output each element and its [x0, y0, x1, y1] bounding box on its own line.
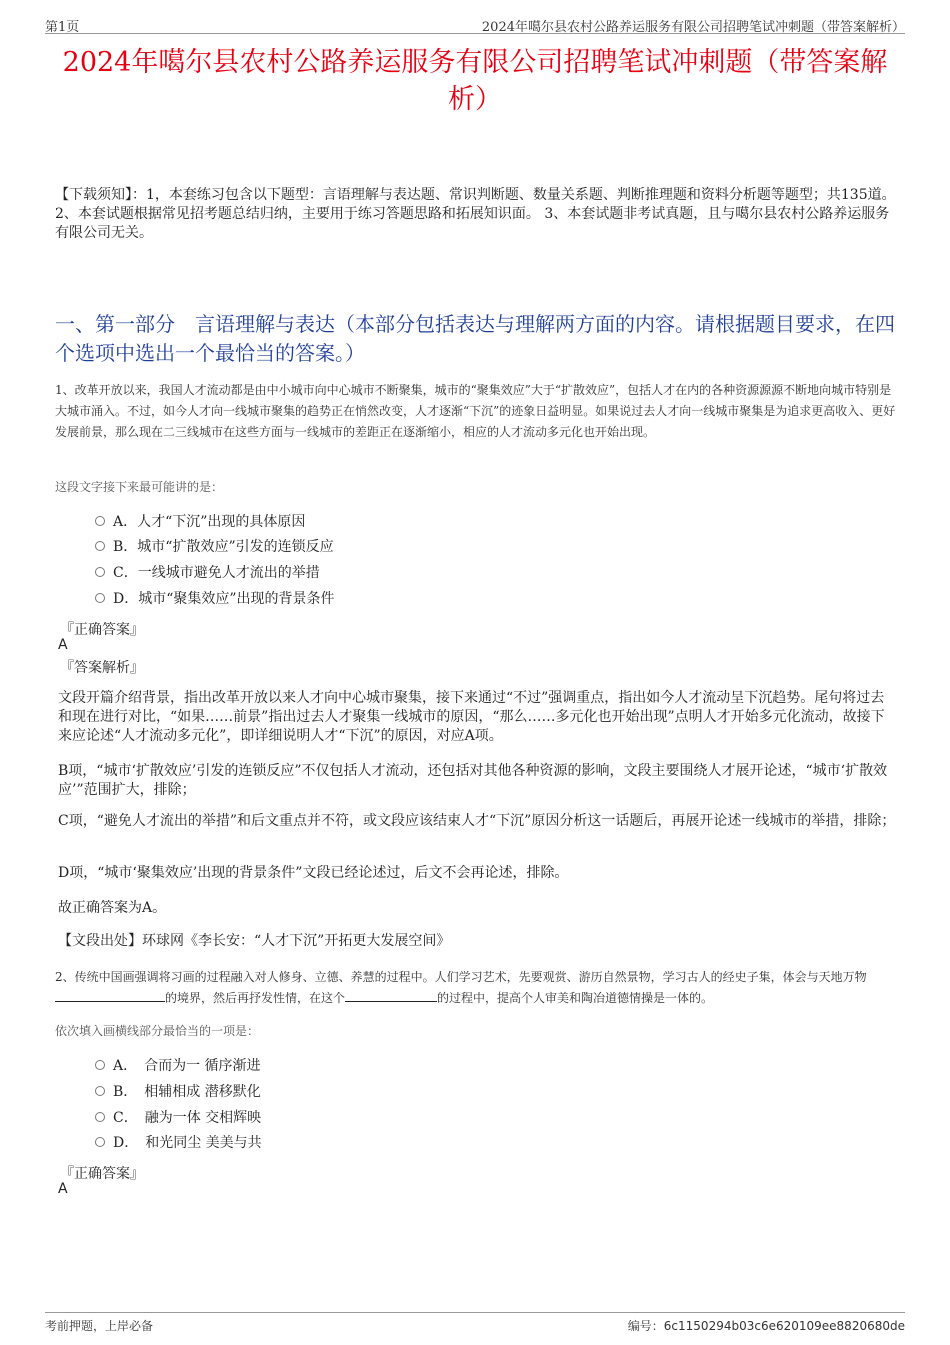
q2-answer-label: 『正确答案』 [60, 1166, 144, 1182]
radio-icon[interactable] [95, 1086, 105, 1096]
page-header [45, 14, 905, 34]
q1-answer: A [58, 637, 68, 653]
q1-option-d[interactable]: D．城市“聚集效应”出现的背景条件 [95, 589, 335, 609]
question-2-stem: 2、传统中国画强调将习画的过程融入对人修身、立德、养慧的过程中。人们学习艺术，先要观赏、游历自然景物，学习古人的经史子集，体会与天地万物的境界，然后再抒发性情，在这个 的过程中，提高个人审美和陶冶道德情操是一体的。 [55, 970, 867, 1005]
q1-analysis-paragraph: D项，“城市‘聚集效应’出现的背景条件”文段已经论述过，后文不会再论述，排除。 [58, 865, 569, 881]
question-1-stem: 1、改革开放以来，我国人才流动都是由中小城市向中心城市不断聚集，城市的“聚集效应”大于“扩散效应”，包括人才在内的各种资源源源不断地向城市特别是大城市涌入。不过，如今人才向一线城市聚集的趋势正在悄然改变，人才逐渐“下沉”的迹象日益明显。如果说过去人才向一线城市聚集是为追求更高收入、更好发展前景，那么现在二三线城市在这些方面与一线城市的差距正在逐渐缩小，相应的人才流动多元化也开始出现。 [55, 383, 896, 439]
radio-icon[interactable] [95, 1060, 105, 1070]
radio-icon[interactable] [95, 516, 105, 526]
footer-slogan: 考前押题，上岸必备 [45, 1319, 154, 1333]
fill-blank-1[interactable] [55, 990, 165, 1002]
page-number: 第1页 [45, 20, 80, 35]
page-footer [45, 1312, 905, 1336]
q1-analysis-paragraph: C项，“避免人才流出的举措”和后文重点并不符，或文段应该结束人才“下沉”原因分析这一话题后，再展开论述一线城市的举措，排除； [58, 813, 896, 829]
q1-analysis-label: 『答案解析』 [60, 660, 144, 676]
q2-option-c[interactable]: C． 融为一体 交相辉映 [95, 1108, 261, 1128]
q1-option-a[interactable]: A．人才“下沉”出现的具体原因 [95, 512, 305, 532]
q1-option-b[interactable]: B．城市“扩散效应”引发的连锁反应 [95, 537, 334, 557]
download-notice: 【下载须知】：1，本套练习包含以下题型：言语理解与表达题、常识判断题、数量关系题、判断推理题和资料分析题等题型；共135道。 2、本套试题根据常见招考题总结归纳，主要用于练习答题思路和拓展知识面。 3、本套试题非考试真题，且与噶尔县农村公路养运服务有限公司无关。 [55, 187, 896, 241]
radio-icon[interactable] [95, 567, 105, 577]
radio-icon[interactable] [95, 541, 105, 551]
footer-code: 编号：6c1150294b03c6e620109ee8820680de [627, 1319, 905, 1333]
q2-answer: A [58, 1181, 68, 1197]
document-title: 2024年噶尔县农村公路养运服务有限公司招聘笔试冲刺题（带答案解析） [62, 47, 888, 115]
radio-icon[interactable] [95, 593, 105, 603]
section-title: 一、第一部分 言语理解与表达（本部分包括表达与理解两方面的内容。请根据题目要求，在四个选项中选出一个最恰当的答案。） [55, 312, 895, 365]
q1-analysis-paragraph: 故正确答案为A。 [58, 900, 167, 916]
q1-analysis-paragraph: B项，“城市‘扩散效应’引发的连锁反应”不仅包括人才流动，还包括对其他各种资源的影响，文段主要围绕人才展开论述，“城市‘扩散效应’”范围扩大，排除； [58, 763, 888, 798]
q2-option-b[interactable]: B． 相辅相成 潜移默化 [95, 1082, 261, 1102]
q1-source: 【文段出处】环球网《李长安：“人才下沉”开拓更大发展空间》 [58, 933, 451, 949]
fill-blank-2[interactable] [345, 990, 437, 1002]
q1-option-c[interactable]: C．一线城市避免人才流出的举措 [95, 563, 320, 583]
radio-icon[interactable] [95, 1137, 105, 1147]
question-2-ask: 依次填入画横线部分最恰当的一项是： [55, 1024, 260, 1038]
q2-option-a[interactable]: A． 合而为一 循序渐进 [95, 1056, 261, 1076]
radio-icon[interactable] [95, 1112, 105, 1122]
q2-option-d[interactable]: D． 和光同尘 美美与共 [95, 1133, 262, 1153]
question-1-ask: 这段文字接下来最可能讲的是： [55, 480, 224, 494]
header-doc-title: 2024年噶尔县农村公路养运服务有限公司招聘笔试冲刺题（带答案解析） [481, 20, 905, 35]
q1-analysis-paragraph: 文段开篇介绍背景，指出改革开放以来人才向中心城市聚集，接下来通过“不过”强调重点，指出如今人才流动呈下沉趋势。尾句将过去和现在进行对比，“如果……前景”指出过去人才聚集一线城市的原因，“那么……多元化也开始出现”点明人才开始多元化流动，故接下来应论述“人才流动多元化”，即详细说明人才“下沉”的原因，对应A项。 [58, 690, 885, 744]
q1-answer-label: 『正确答案』 [60, 622, 144, 638]
